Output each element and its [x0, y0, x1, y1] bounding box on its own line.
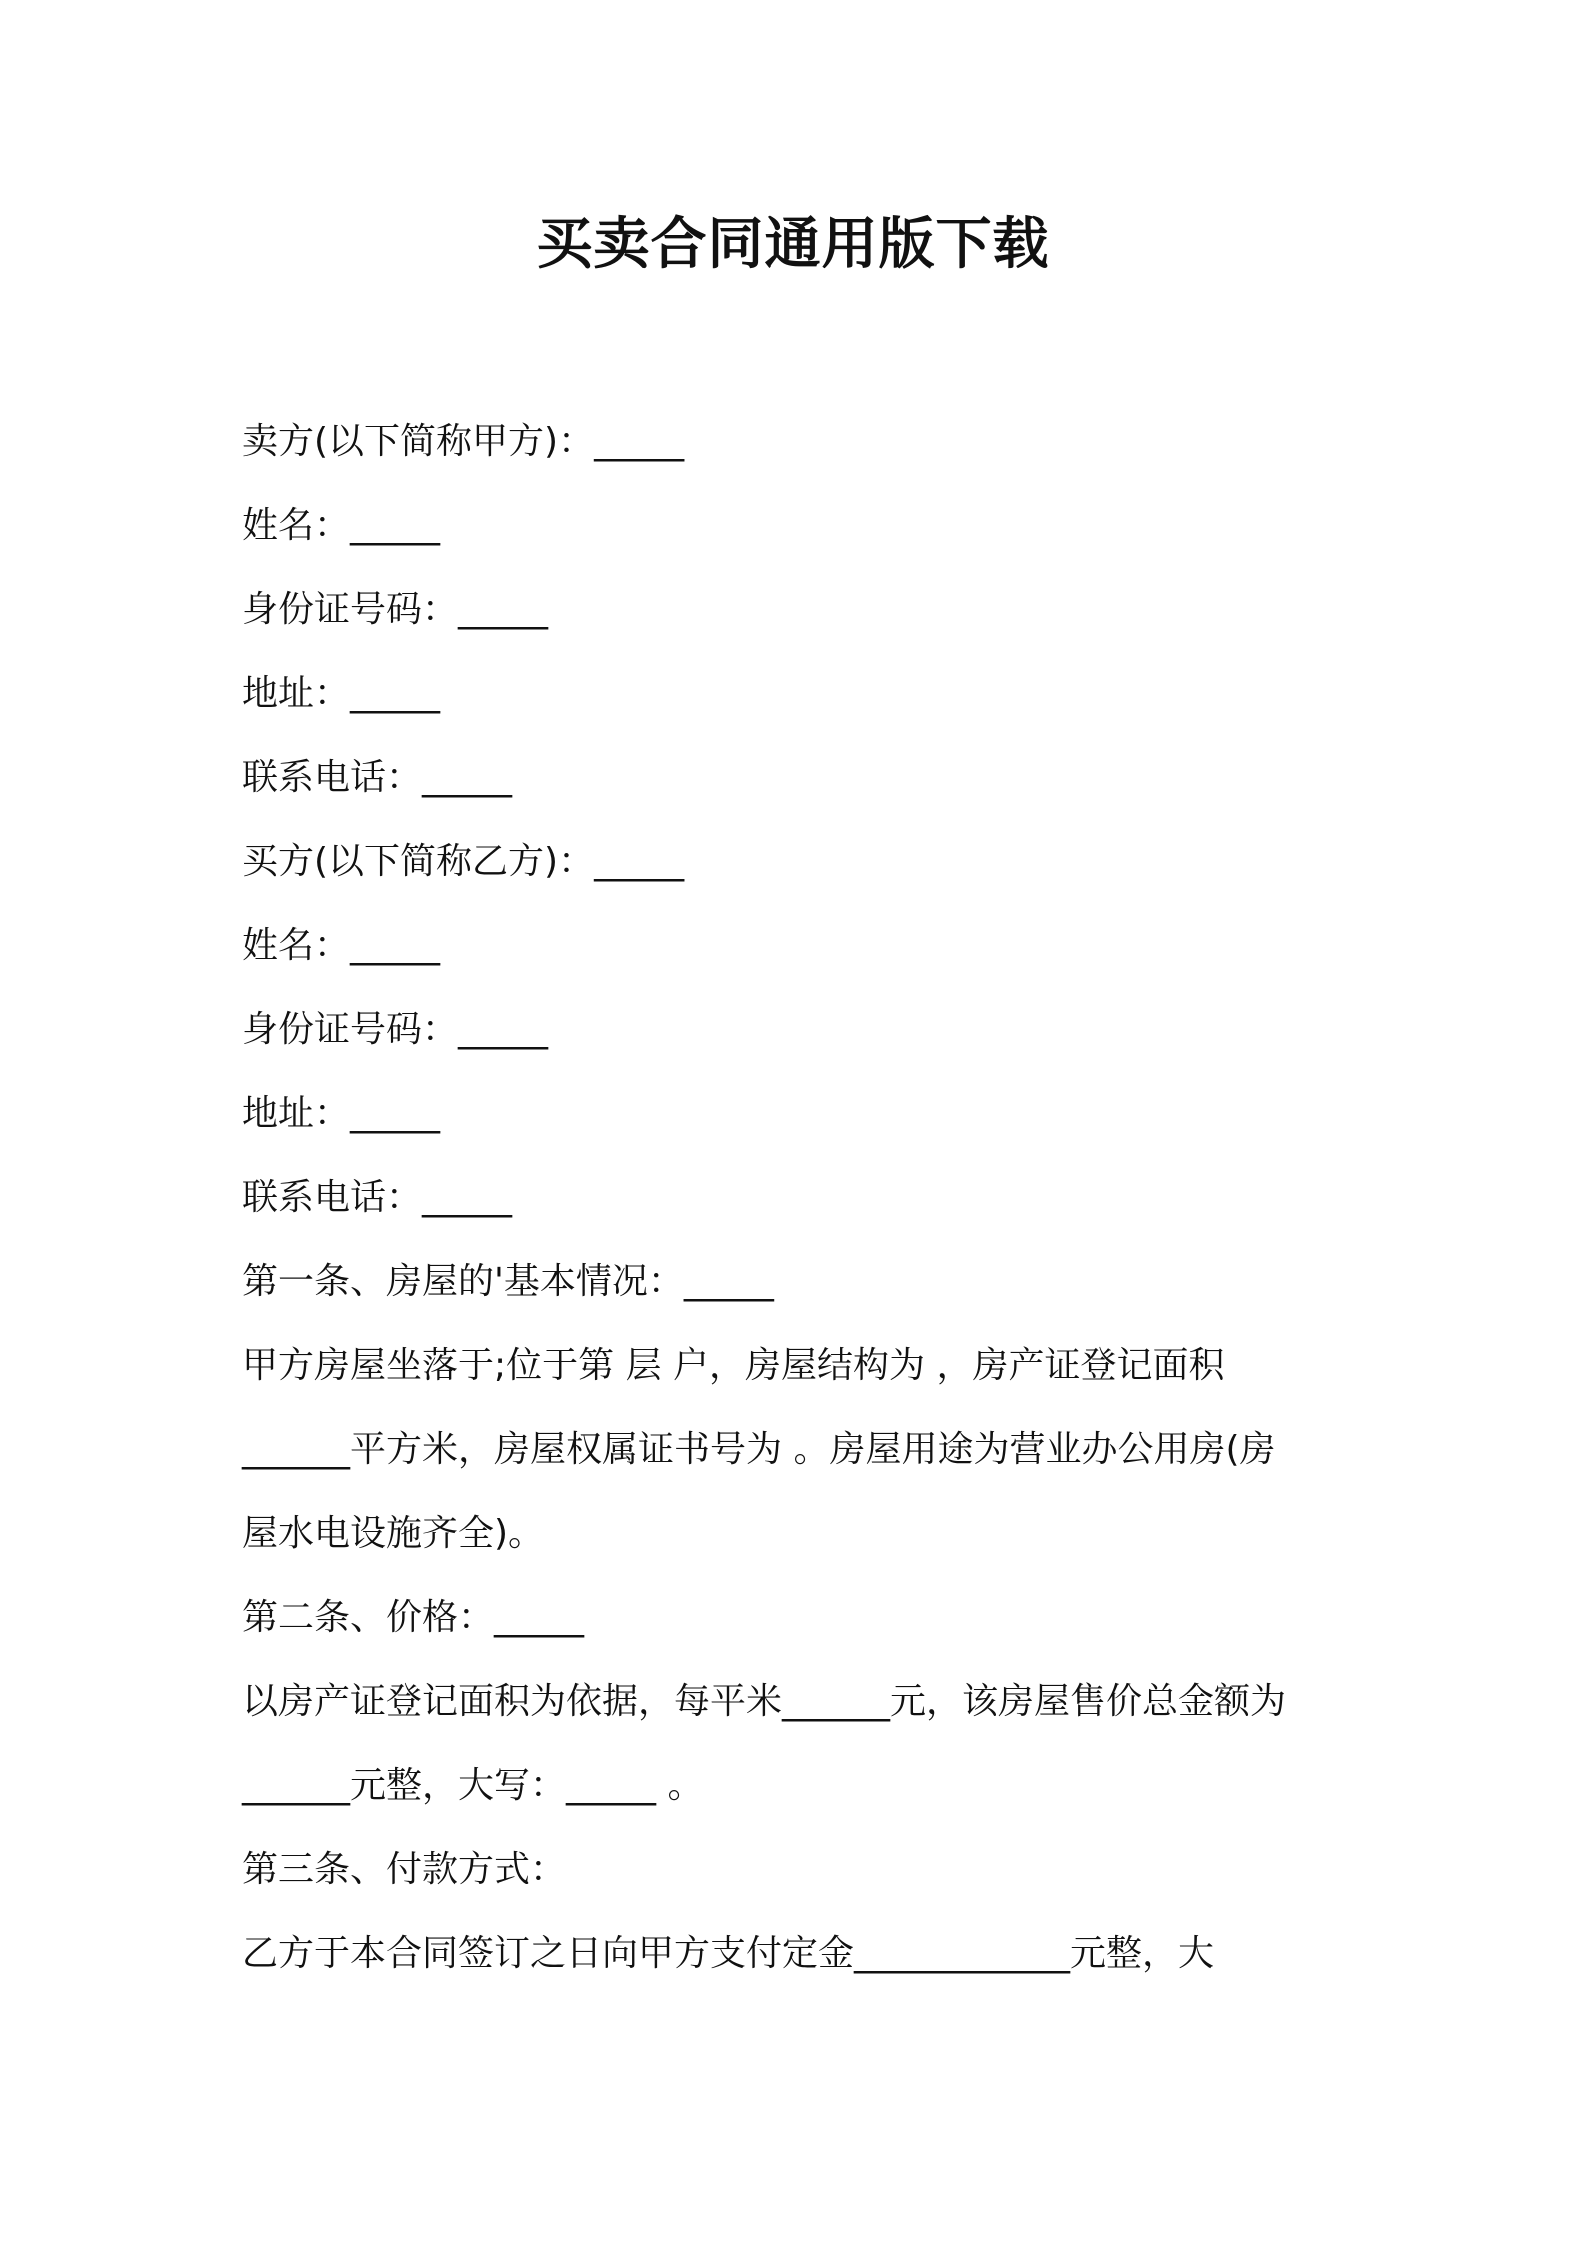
- article-1-text-3: 屋水电设施齐全)。: [242, 1513, 545, 1554]
- article-1-heading: 第一条、房屋的'基本情况：_____: [242, 1261, 774, 1302]
- article-2-text-1: 以房产证登记面积为依据，每平米______元，该房屋售价总金额为: [242, 1681, 1287, 1722]
- buyer-phone-line: 联系电话：_____: [242, 1177, 513, 1218]
- article-1-text-1: 甲方房屋坐落于;位于第 层 户，房屋结构为 ，房产证登记面积: [242, 1345, 1225, 1386]
- article-3-text-1: 乙方于本合同签订之日向甲方支付定金____________元整，大: [242, 1933, 1215, 1974]
- seller-id-line: 身份证号码：_____: [242, 589, 549, 630]
- seller-address-line: 地址：_____: [242, 673, 441, 714]
- document-title: 买卖合同通用版下载: [536, 212, 1050, 277]
- buyer-heading: 买方(以下简称乙方)：_____: [242, 841, 685, 882]
- seller-phone-line: 联系电话：_____: [242, 757, 513, 798]
- seller-heading: 卖方(以下简称甲方)：_____: [242, 421, 685, 462]
- article-2-heading: 第二条、价格：_____: [242, 1597, 585, 1638]
- article-3-heading: 第三条、付款方式：: [242, 1849, 567, 1890]
- buyer-address-line: 地址：_____: [242, 1093, 441, 1134]
- document-body: [242, 400, 1362, 1996]
- article-1-text-2: ______平方米，房屋权属证书号为 。房屋用途为营业办公用房(房: [242, 1429, 1276, 1470]
- buyer-id-line: 身份证号码：_____: [242, 1009, 549, 1050]
- article-2-text-2: ______元整，大写：_____ 。: [242, 1765, 704, 1806]
- seller-name-line: 姓名：_____: [242, 505, 441, 546]
- buyer-name-line: 姓名：_____: [242, 925, 441, 966]
